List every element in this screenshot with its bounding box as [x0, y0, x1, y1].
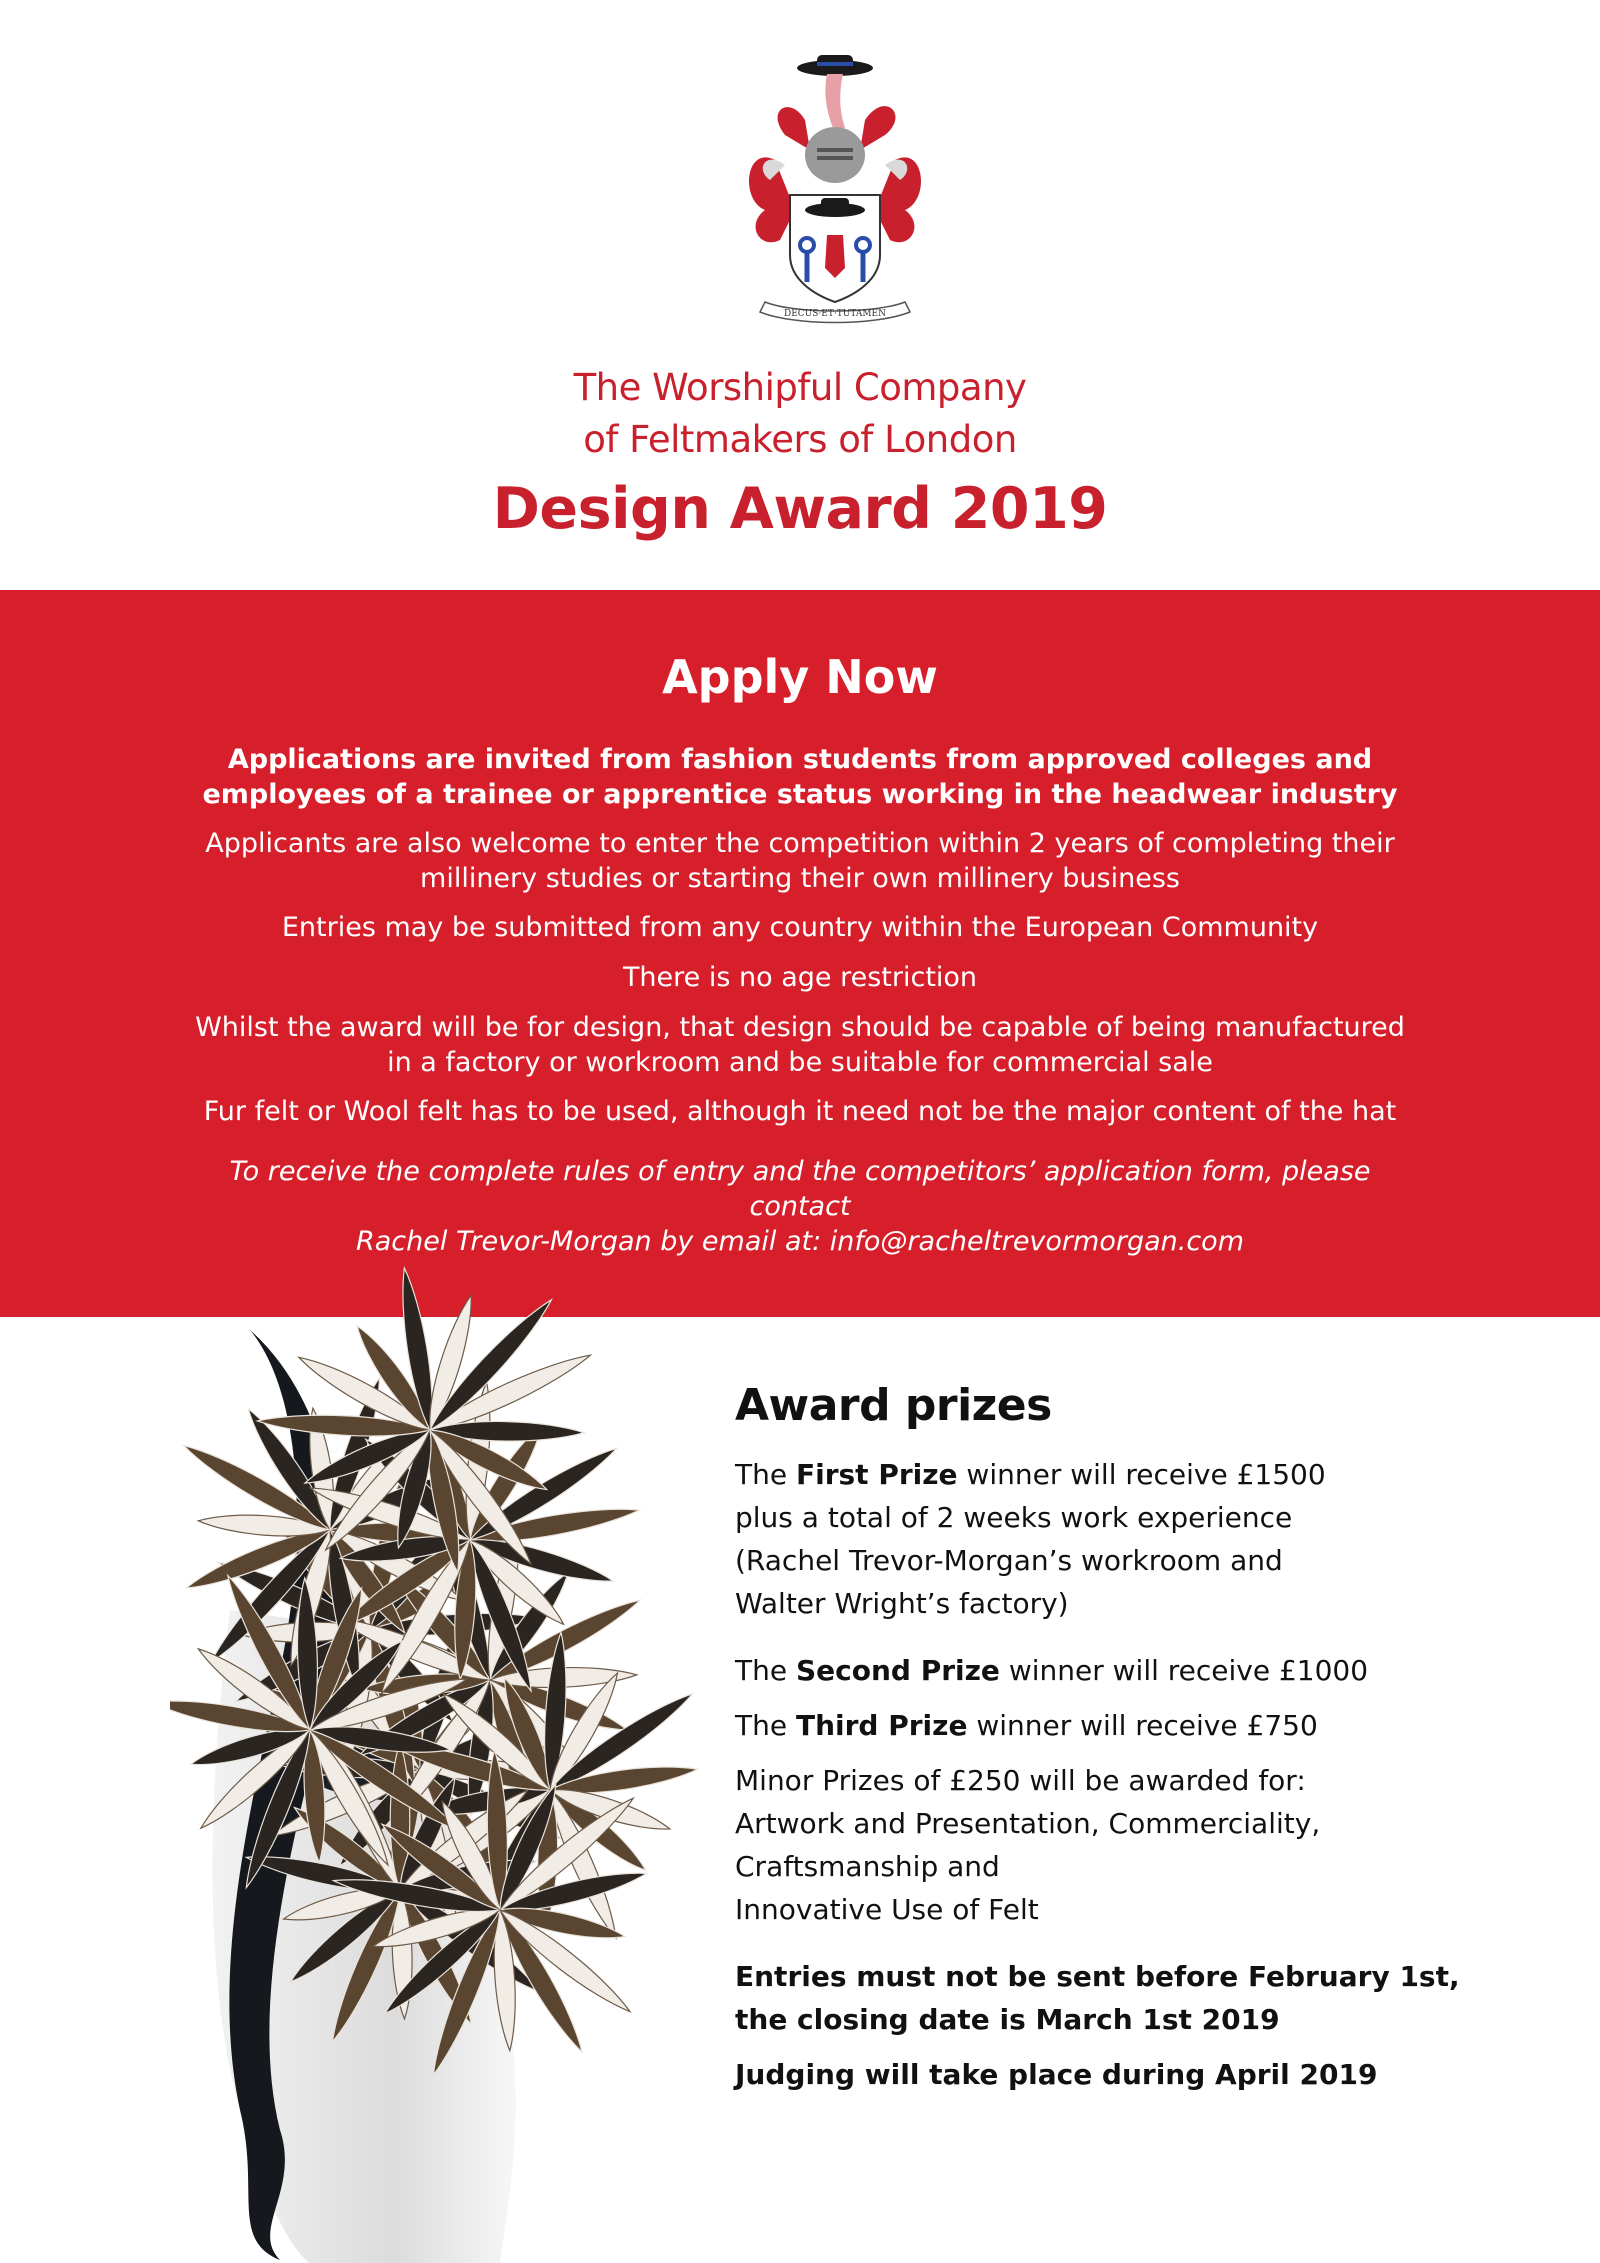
- award-prizes-section: [735, 1380, 1555, 2120]
- felt-paragraph: Fur felt or Wool felt has to be used, although it need not be the major content of the hat: [203, 1096, 1397, 1127]
- org-name-line1: The Worshipful Company: [573, 366, 1027, 409]
- closing-dates-text: Entries must not be sent before February 1st, the closing date is March 1st 2019: [735, 1960, 1460, 2036]
- eligibility-paragraph: Applications are invited from fashion students from approved colleges and employees of a trainee or apprentice status working in the headwear industry: [202, 744, 1398, 810]
- country-paragraph: Entries may be submitted from any country within the European Community: [281, 912, 1319, 943]
- contact-line1: To receive the complete rules of entry and the competitors’ application form, please contact: [229, 1156, 1371, 1222]
- second-prize-text: The Second Prize winner will receive £1000: [735, 1654, 1369, 1687]
- page-title: Design Award 2019: [492, 476, 1108, 542]
- design-paragraph: Whilst the award will be for design, that design should be capable of being manufactured in a factory or workroom and be suitable for commercial sale: [195, 1012, 1405, 1078]
- second-prize-label: Second Prize: [795, 1654, 1000, 1687]
- contact-line2: Rachel Trevor-Morgan by email at: info@racheltrevormorgan.com: [356, 1226, 1244, 1257]
- third-prize-text: The Third Prize winner will receive £750: [735, 1709, 1318, 1742]
- first-prize-text: The First Prize winner will receive £1500 plus a total of 2 weeks work experience (Rachel Trevor-Morgan’s workroom and Walter Wright’s factory): [735, 1458, 1326, 1620]
- age-paragraph: There is no age restriction: [622, 962, 978, 993]
- coat-of-arms-icon: [735, 50, 935, 330]
- minor-prizes-text: Minor Prizes of £250 will be awarded for: Artwork and Presentation, Commerciality, Craftsmanship and Innovative Use of Felt: [735, 1764, 1321, 1926]
- feather-fascinator-image: [170, 1210, 730, 2263]
- apply-now-heading: Apply Now: [662, 650, 938, 704]
- apply-now-band: [0, 590, 1600, 1317]
- award-prizes-heading: Award prizes: [735, 1380, 1052, 1431]
- org-name-line2: of Feltmakers of London: [583, 418, 1017, 461]
- judging-text: Judging will take place during April 2019: [735, 2058, 1378, 2091]
- first-prize-label: First Prize: [795, 1458, 958, 1491]
- motto-text: DECUS·ET·TUTAMEN: [784, 309, 886, 319]
- third-prize-label: Third Prize: [795, 1709, 968, 1742]
- graduates-paragraph: Applicants are also welcome to enter the competition within 2 years of completing their millinery studies or starting their own millinery business: [205, 828, 1395, 894]
